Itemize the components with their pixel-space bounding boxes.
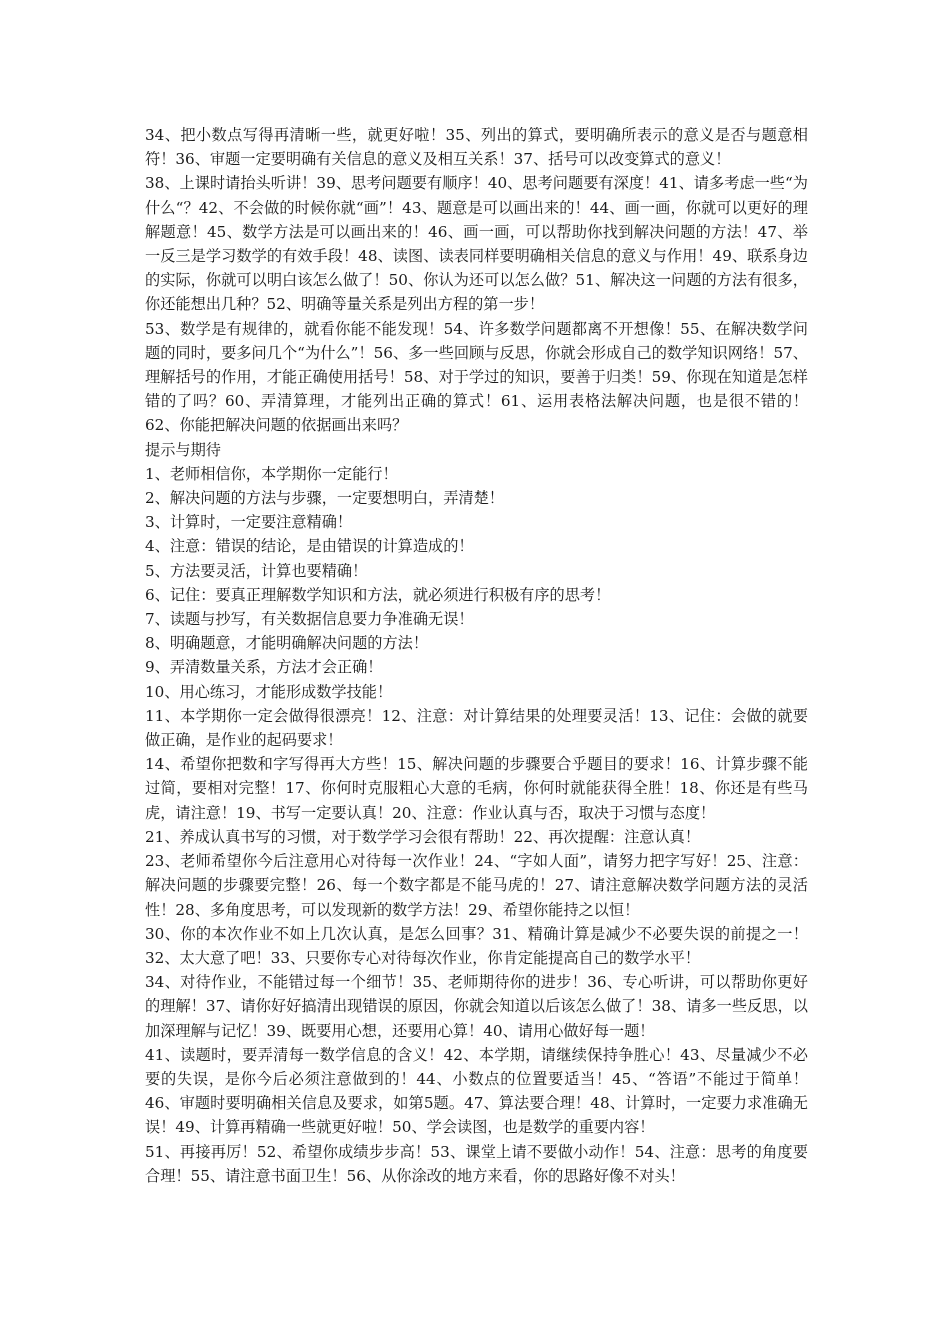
paragraph: 3、计算时，一定要注意精确！ <box>145 513 353 532</box>
paragraph: 30、你的本次作业不如上几次认真，是怎么回事？31、精确计算是减少不必要失误的前提之一！32、太大意了吧！33、只要你专心对待每次作业，你肯定能提高自己的数学水平！ <box>145 924 808 967</box>
paragraph: 7、读题与抄写，有关数据信息要力争准确无误！ <box>145 610 474 629</box>
section-heading: 提示与期待 <box>145 440 221 459</box>
document-body <box>145 123 808 1188</box>
paragraph: 1、老师相信你，本学期你一定能行！ <box>145 464 398 483</box>
paragraph: 34、把小数点写得再清晰一些，就更好啦！35、列出的算式，要明确所表示的意义是否与题意相符！36、审题一定要明确有关信息的意义及相互关系！37、括号可以改变算式的意义！ <box>145 126 808 169</box>
paragraph: 2、解决问题的方法与步骤，一定要想明白，弄清楚！ <box>145 489 504 508</box>
paragraph: 34、对待作业，不能错过每一个细节！35、老师期待你的进步！36、专心听讲，可以帮助你更好的理解！37、请你好好搞清出现错误的原因，你就会知道以后该怎么做了！38、请多一些反思，以加深理解与记忆！39、既要用心想，还要用心算！40、请用心做好每一题！ <box>145 973 808 1040</box>
paragraph: 21、养成认真书写的习惯，对于数学学习会很有帮助！22、再次提醒：注意认真！ <box>145 827 701 846</box>
paragraph: 6、记住：要真正理解数学知识和方法，就必须进行积极有序的思考！ <box>145 585 611 604</box>
paragraph: 53、数学是有规律的，就看你能不能发现！54、许多数学问题都离不开想像！55、在解决数学问题的同时，要多问几个“为什么”！56、多一些回顾与反思，你就会形成自己的数学知识网络！57、理解括号的作用，才能正确使用括号！58、对于学过的知识，要善于归类！59、你现在知道是怎样错的了吗？60、弄清算理，才能列出正确的算式！61、运用表格法解决问题，也是很不错的！62、你能把解决问题的依据画出来吗？ <box>145 319 808 435</box>
paragraph: 14、希望你把数和字写得再大方些！15、解决问题的步骤要合乎题目的要求！16、计算步骤不能过简，要相对完整！17、你何时克服粗心大意的毛病，你何时就能获得全胜！18、你还是有些马虎，请注意！19、书写一定要认真！20、注意：作业认真与否，取决于习惯与态度！ <box>145 755 808 822</box>
paragraph: 23、老师希望你今后注意用心对待每一次作业！24、“字如人面”，请努力把字写好！25、注意：解决问题的步骤要完整！26、每一个数字都是不能马虎的！27、请注意解决数学问题方法的灵活性！28、多角度思考，可以发现新的数学方法！29、希望你能持之以恒！ <box>145 852 808 919</box>
paragraph: 4、注意：错误的结论，是由错误的计算造成的！ <box>145 537 474 556</box>
paragraph: 41、读题时，要弄清每一数学信息的含义！42、本学期，请继续保持争胜心！43、尽量减少不必要的失误，是你今后必须注意做到的！44、小数点的位置要适当！45、“答语”不能过于简单！46、审题时要明确相关信息及要求，如第5题。47、算法要合理！48、计算时，一定要力求准确无误！49、计算再精确一些就更好啦！50、学会读图，也是数学的重要内容！ <box>145 1045 808 1137</box>
paragraph: 5、方法要灵活，计算也要精确！ <box>145 561 368 580</box>
paragraph: 38、上课时请抬头听讲！39、思考问题要有顺序！40、思考问题要有深度！41、请多考虑一些“为什么“？42、不会做的时候你就“画”！43、题意是可以画出来的！44、画一画，你就可以更好的理解题意！45、数学方法是可以画出来的！46、画一画，可以帮助你找到解决问题的方法！47、举一反三是学习数学的有效手段！48、读图、读表同样要明确相关信息的意义与作用！49、联系身边的实际，你就可以明白该怎么做了！50、你认为还可以怎么做？51、解决这一问题的方法有很多，你还能想出几种？52、明确等量关系是列出方程的第一步！ <box>145 174 808 314</box>
paragraph: 51、再接再厉！52、希望你成绩步步高！53、课堂上请不要做小动作！54、注意：思考的角度要合理！55、请注意书面卫生！56、从你涂改的地方来看，你的思路好像不对头！ <box>145 1142 808 1185</box>
paragraph: 10、用心练习，才能形成数学技能！ <box>145 682 393 701</box>
paragraph: 8、明确题意，才能明确解决问题的方法！ <box>145 634 429 653</box>
paragraph: 9、弄清数量关系，方法才会正确！ <box>145 658 383 677</box>
paragraph: 11、本学期你一定会做得很漂亮！12、注意：对计算结果的处理要灵活！13、记住：会做的就要做正确，是作业的起码要求！ <box>145 706 808 750</box>
